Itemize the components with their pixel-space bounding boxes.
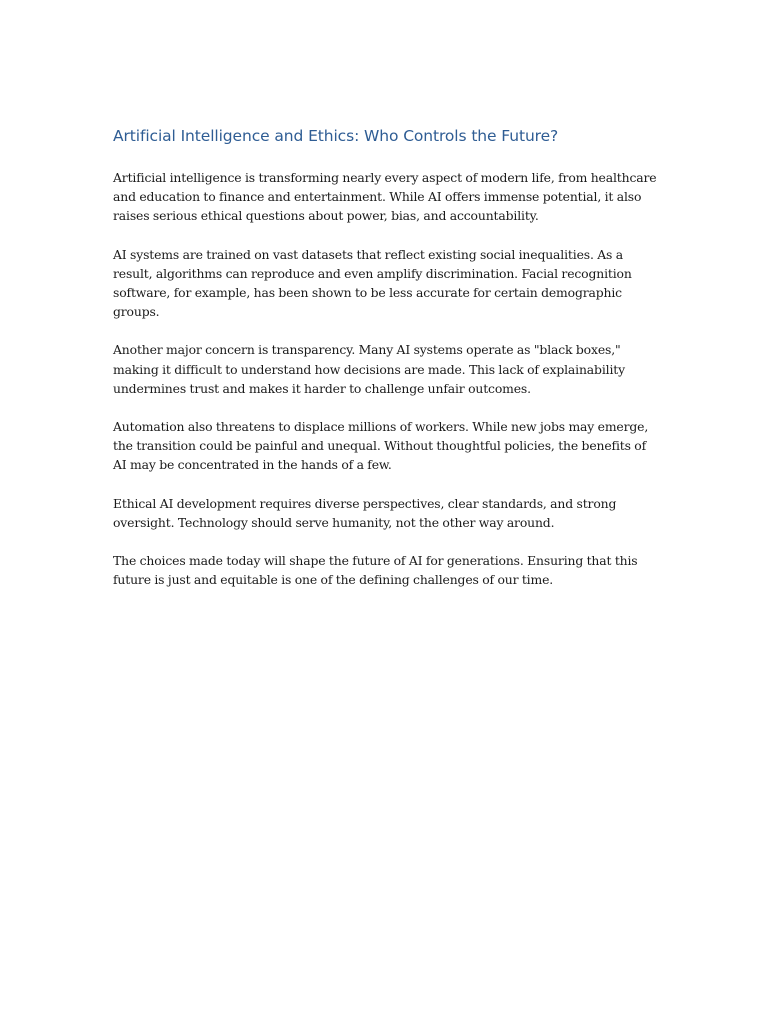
paragraph-5: Ethical AI development requires diverse perspectives, clear standards, and strong oversight. Technology should serve humanity, not the other way around. [113, 495, 617, 530]
document-body [113, 168, 663, 608]
paragraph-2: AI systems are trained on vast datasets that reflect existing social inequalities. As a result, algorithms can reproduce and even amplify discrimination. Facial recognition software, for example, has been shown to be less accurate for certain demographic groups. [113, 246, 632, 320]
paragraph-1: Artificial intelligence is transforming nearly every aspect of modern life, from healthcare and education to finance and entertainment. While AI offers immense potential, it also raises serious ethical questions about power, bias, and accountability. [113, 170, 657, 224]
paragraph-6: The choices made today will shape the future of AI for generations. Ensuring that this future is just and equitable is one of the defining challenges of our time. [113, 553, 638, 588]
paragraph-3: Another major concern is transparency. Many AI systems operate as "black boxes," making it difficult to understand how decisions are made. This lack of explainability undermines trust and makes it harder to challenge unfair outcomes. [113, 342, 625, 396]
paragraph-4: Automation also threatens to displace millions of workers. While new jobs may emerge, the transition could be painful and unequal. Without thoughtful policies, the benefits of AI may be concentrated in the hands of a few. [113, 419, 649, 473]
document-title: Artificial Intelligence and Ethics: Who Controls the Future? [113, 127, 559, 145]
